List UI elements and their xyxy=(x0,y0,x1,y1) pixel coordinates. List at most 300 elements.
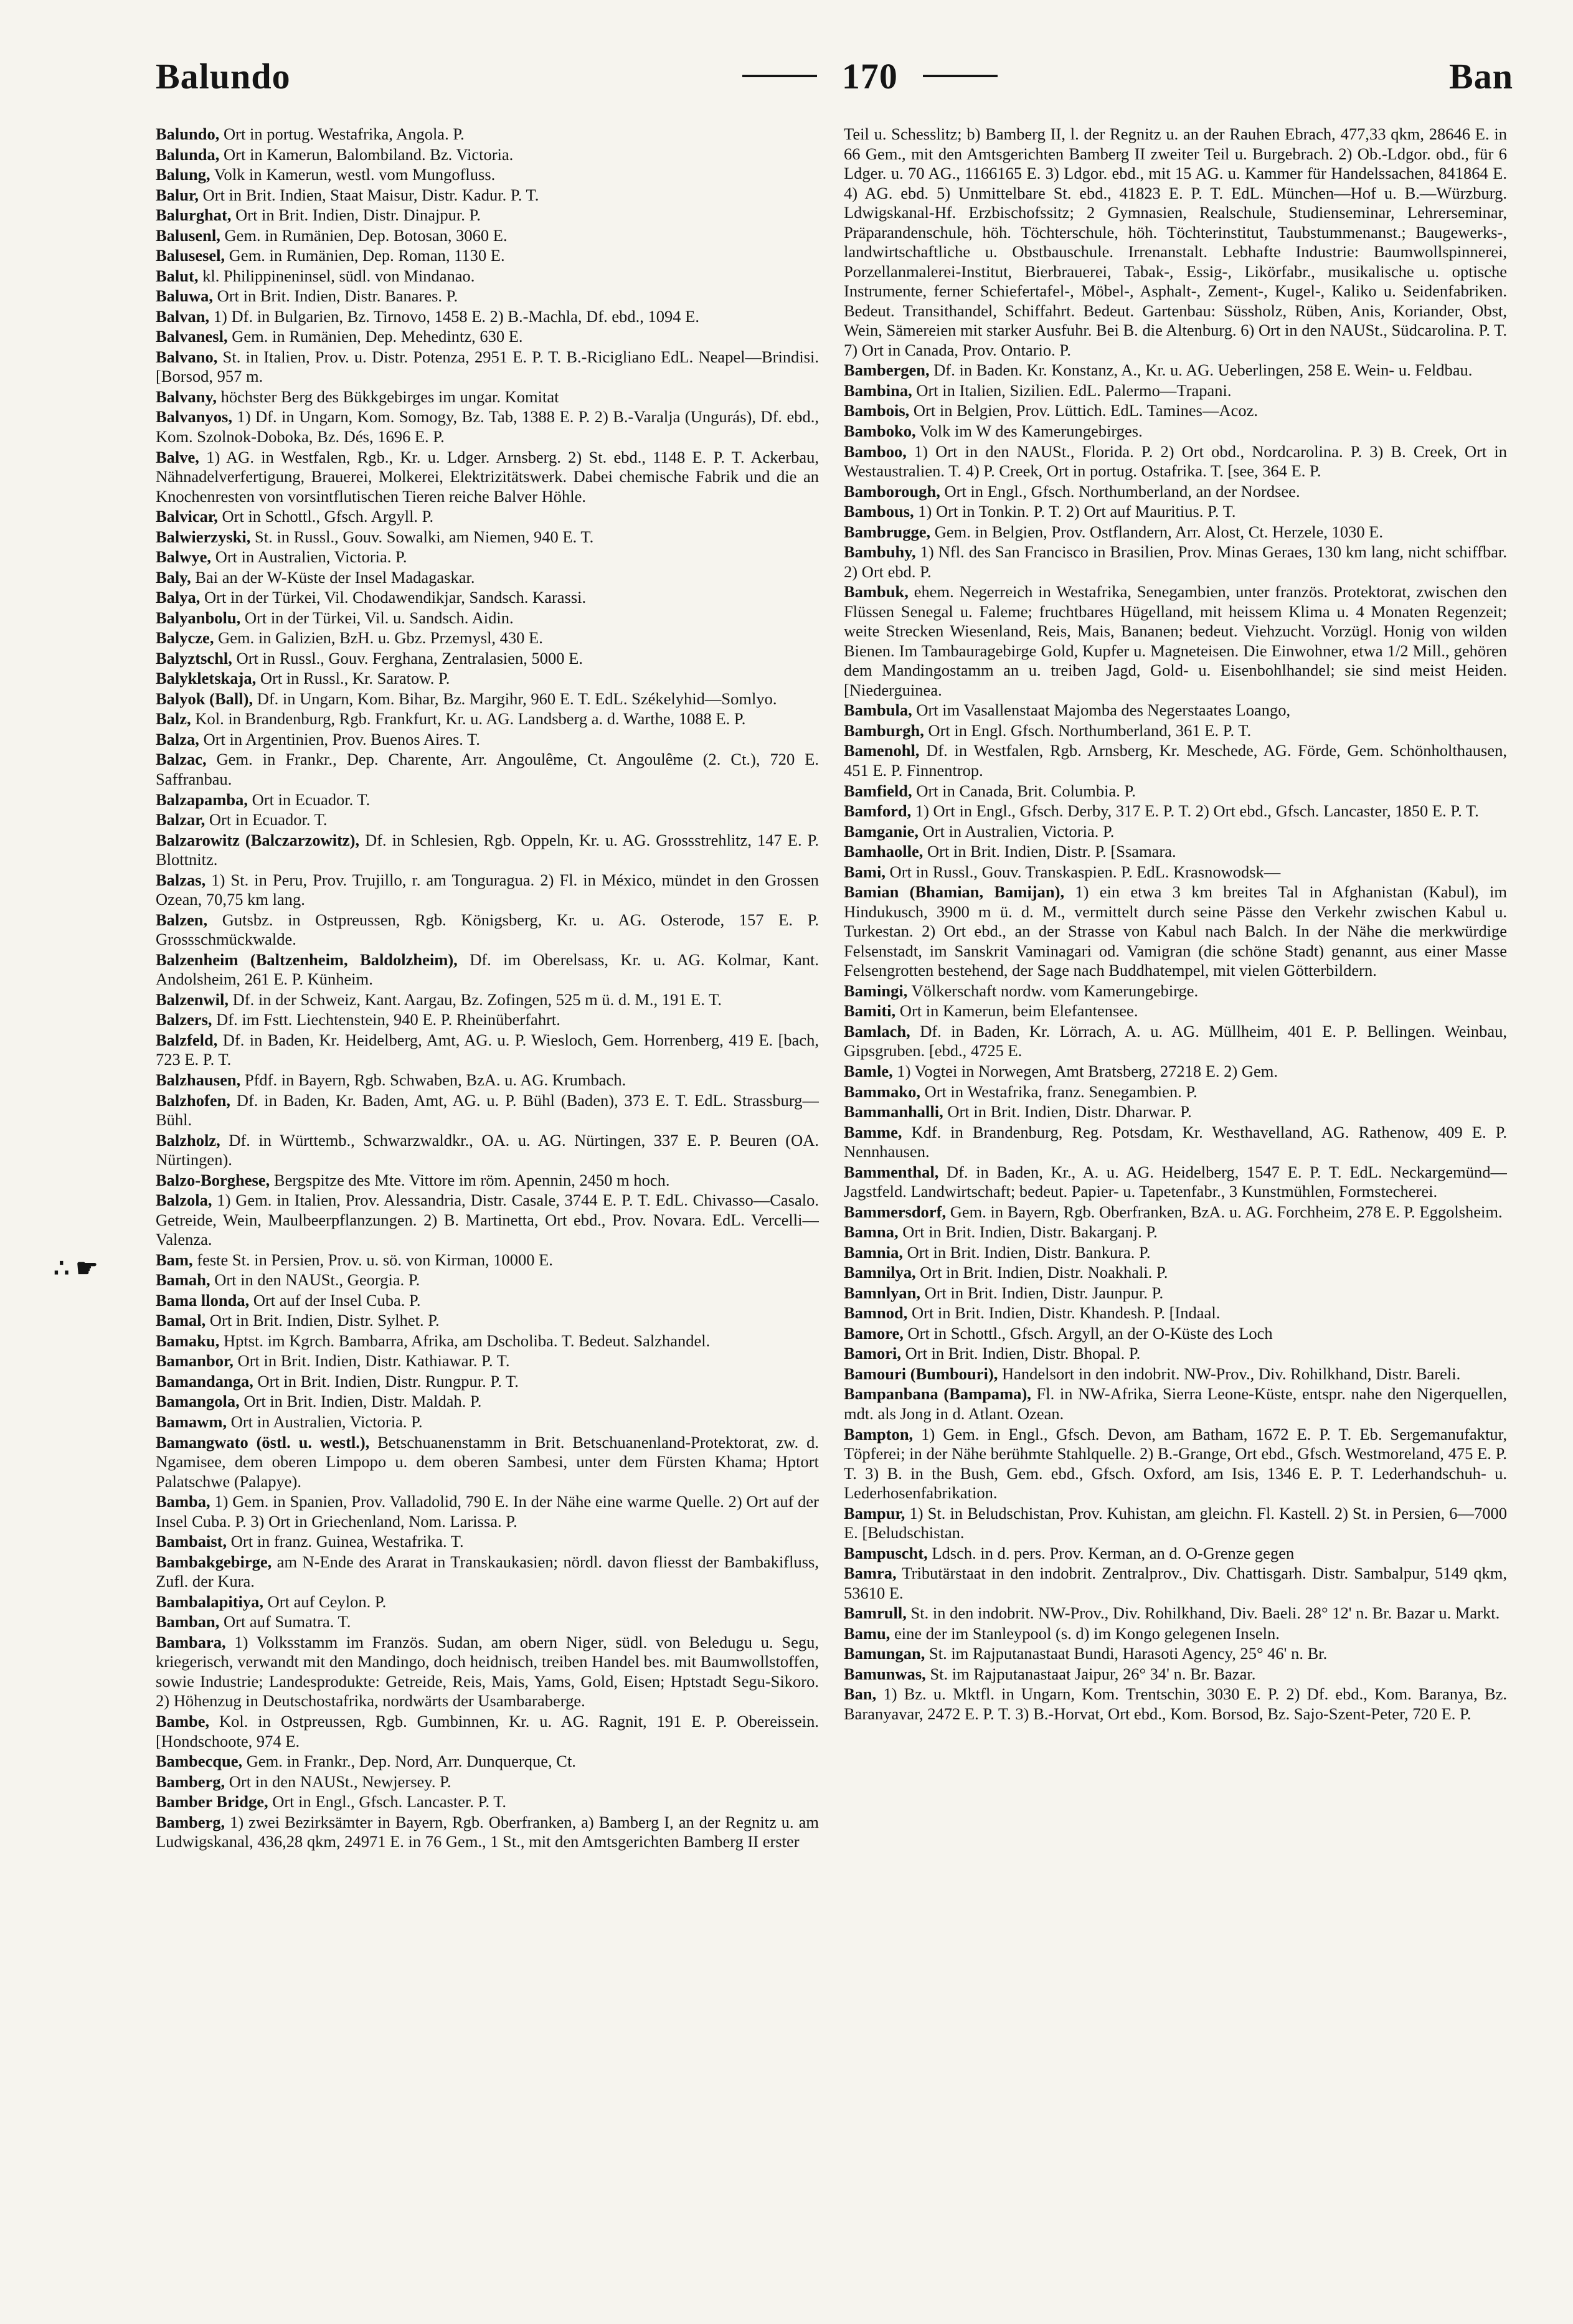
entry-text: Ort in Brit. Indien, Distr. Banares. P. xyxy=(217,286,458,306)
dictionary-entry xyxy=(844,1222,1507,1242)
dictionary-entry xyxy=(844,1364,1507,1384)
entry-headword: Balyok (Ball), xyxy=(156,689,253,708)
entry-headword: Bampton, xyxy=(844,1424,914,1443)
dictionary-entry xyxy=(156,327,819,347)
entry-text: Gem. in Rumänien, Dep. Mehedintz, 630 E. xyxy=(232,327,523,346)
entry-headword: Bamingi, xyxy=(844,981,908,1000)
entry-headword: Balut, xyxy=(156,266,199,285)
dictionary-entry xyxy=(156,1813,819,1852)
entry-headword: Bama llonda, xyxy=(156,1290,250,1310)
dictionary-entry xyxy=(844,822,1507,842)
entry-headword: Balvanesl, xyxy=(156,327,228,346)
entry-headword: Baly, xyxy=(156,567,191,587)
entry-text: 1) zwei Bezirksämter in Bayern, Rgb. Oberfranken, a) Bamberg I, an der Regnitz u. am Ludwigskanal, 436,28 qkm, 24971 E. in 76 Gem., 1 St., mit den Amtsgerichten Bamberg II erster xyxy=(156,1812,819,1851)
page-header xyxy=(156,51,1513,101)
entry-text: Df. in Westfalen, Rgb. Arnsberg, Kr. Meschede, AG. Förde, Gem. Schönholthausen, 451 E. P. Finnentrop. xyxy=(844,741,1507,780)
entry-headword: Bamlach, xyxy=(844,1021,910,1041)
entry-headword: Balvano, xyxy=(156,347,218,366)
dictionary-entry xyxy=(156,407,819,446)
dictionary-entry xyxy=(156,689,819,709)
dictionary-entry xyxy=(844,981,1507,1001)
right-column xyxy=(844,125,1507,2292)
entry-headword: Bamandanga, xyxy=(156,1371,253,1391)
entry-headword: Balykletskaja, xyxy=(156,669,257,688)
dictionary-entry xyxy=(844,1082,1507,1102)
entry-text: Fl. in NW-Afrika, Sierra Leone-Küste, entspr. nahe den Nigerquellen, mdt. als Jong in d. Atlant. Ozean. xyxy=(844,1384,1507,1423)
entry-text: feste St. in Persien, Prov. u. sö. von Kirman, 10000 E. xyxy=(197,1250,553,1269)
entry-headword: Bamburgh, xyxy=(844,720,924,740)
entry-headword: Balya, xyxy=(156,588,201,607)
dictionary-entry xyxy=(156,1372,819,1392)
dictionary-entry xyxy=(156,1331,819,1351)
entry-headword: Bamah, xyxy=(156,1270,210,1290)
entry-headword: Bambecque, xyxy=(156,1752,243,1771)
entry-headword: Bambois, xyxy=(844,401,910,420)
dictionary-entry xyxy=(844,422,1507,442)
entry-text: Ort in Kamerun, beim Elefantensee. xyxy=(899,1001,1138,1021)
entry-text: 1) Vogtei in Norwegen, Amt Bratsberg, 27218 E. 2) Gem. xyxy=(897,1061,1278,1080)
entry-text: Ort in Brit. Indien, Distr. Maldah. P. xyxy=(243,1392,482,1411)
dictionary-entry xyxy=(156,1191,819,1250)
entry-text: Df. in Baden, Kr., A. u. AG. Heidelberg, 1547 E. P. T. EdL. Neckargemünd—Jagstfeld. Landwirtschaft; bedeut. Papier- u. Tapetenfabr., 3 Kunstmühlen, Formstecherei. xyxy=(844,1162,1507,1201)
entry-text: Gem. in Galizien, BzH. u. Gbz. Przemysl, 430 E. xyxy=(218,628,543,648)
entry-text: Betschuanenstamm in Brit. Betschuanenland-Protektorat, zw. d. Ngamisee, dem oberen Limpopo u. dem oberen Sambesi, unter dem Fürsten Khama; Hptort Palatschwe (Palapye). xyxy=(156,1432,819,1491)
entry-headword: Bamberg, xyxy=(156,1772,225,1791)
entry-text: Teil u. Schesslitz; b) Bamberg II, l. der Regnitz u. an der Rauhen Ebrach, 477,33 qkm, 28646 E. in 66 Gem., mit den Amtsgerichten Bamberg II zweiter Teil u. Burgebrach. 2) Ob.-Ldgor. obd., für 6 Ldger. u. 70 AG., 1166165 E. 3) Ldgor. ebd., mit 15 AG. u. Kammer für Handelssachen, 841864 E. 4) AG. ebd. 5) Unmittelbare St. ebd., 41823 E. P. T. EdL. München—Hof u. B.—Würzburg. Ldwigskanal-Hf. Erzbischofssitz; 2 Gymnasien, Realschule, Studienseminar, Lehrerseminar, Präparandenschule, höh. Töchterschule, höh. Töchterinstitut, Taubstummenanst.; Baugewerks-, landwirtschaftliche u. Obstbauschule. Irrenanstalt. Lebhafte Industrie: Baumwollspinnerei, Porzellanmalerei-Institut, Bierbrauerei, Tabak-, Essig-, Likörfabr., musikalische u. optische Instrumente, ferner Schiefertafel-, Möbel-, Asphalt-, Zement-, Kugel-, Kaliko u. Seidenfabriken. Bedeut. Transithandel, Schiffahrt. Bedeut. Gartenbau: Süssholz, Rüben, Anis, Koriander, Obst, Wein, Sämereien mit starker Ausfuhr. Bei B. die Altenburg. 6) Ort in den NAUSt., Südcarolina. P. T. 7) Ort in Canada, Prov. Ontario. P. xyxy=(844,125,1507,359)
dictionary-entry xyxy=(844,862,1507,882)
margin-mark: ∴ ☛ xyxy=(54,1254,98,1282)
dictionary-entry xyxy=(156,205,819,225)
entry-headword: Bampuscht, xyxy=(844,1543,928,1562)
dictionary-entry xyxy=(844,1102,1507,1122)
entry-text: Volk in Kamerun, westl. vom Mungofluss. xyxy=(214,165,496,184)
entry-headword: Balzarowitz (Balczarzowitz), xyxy=(156,830,360,849)
entry-text: Ort in der Türkei, Vil. Chodawendikjar, Sandsch. Karassi. xyxy=(204,588,587,607)
entry-headword: Balvicar, xyxy=(156,507,218,526)
entry-headword: Bamangola, xyxy=(156,1392,240,1411)
entry-headword: Balza, xyxy=(156,729,199,749)
entry-text: Ort in Ecuador. T. xyxy=(252,790,371,809)
entry-headword: Bambuk, xyxy=(844,582,909,602)
entry-text: Ldsch. in d. pers. Prov. Kerman, an d. O-Grenze gegen xyxy=(932,1543,1295,1562)
entry-text: Df. im Fstt. Liechtenstein, 940 E. P. Rheinüberfahrt. xyxy=(216,1010,560,1029)
entry-headword: Bamhaolle, xyxy=(844,842,923,861)
entry-headword: Bamfield, xyxy=(844,781,912,800)
entry-headword: Bamungan, xyxy=(844,1644,925,1663)
dictionary-entry xyxy=(844,1384,1507,1424)
dictionary-entry xyxy=(156,1532,819,1552)
entry-text: Ort in Australien, Victoria. P. xyxy=(922,821,1115,841)
dictionary-entry xyxy=(156,1091,819,1130)
dictionary-entry xyxy=(156,125,819,144)
entry-headword: Bamaku, xyxy=(156,1331,220,1350)
entry-text: Ort in Brit. Indien, Distr. Kathiawar. P. T. xyxy=(237,1351,510,1371)
entry-text: Ort in Italien, Sizilien. EdL. Palermo—Trapani. xyxy=(916,380,1232,400)
entry-text: Ort auf der Insel Cuba. P. xyxy=(253,1290,421,1310)
dictionary-entry xyxy=(156,1792,819,1812)
dictionary-entry xyxy=(156,628,819,648)
entry-text: 1) St. in Beludschistan, Prov. Kuhistan, am gleichn. Fl. Kastell. 2) St. in Persien, 6—7000 E. [Beludschistan. xyxy=(844,1503,1507,1542)
entry-text: Df. in Baden, Kr. Heidelberg, Amt, AG. u. P. Wiesloch, Gem. Horrenberg, 419 E. [bach, 723 E. P. T. xyxy=(156,1030,819,1069)
entry-headword: Bamle, xyxy=(844,1061,893,1080)
entry-headword: Balung, xyxy=(156,165,210,184)
entry-text: Pfdf. in Bayern, Rgb. Schwaben, BzA. u. AG. Krumbach. xyxy=(244,1070,626,1089)
entry-headword: Balvanyos, xyxy=(156,407,232,427)
entry-text: Df. in Ungarn, Kom. Bihar, Bz. Margihr, 960 E. T. EdL. Székelyhid—Somlyo. xyxy=(257,689,777,708)
entry-headword: Bamangwato (östl. u. westl.), xyxy=(156,1432,370,1452)
dictionary-entry xyxy=(156,790,819,810)
entry-text: Ort in Brit. Indien, Distr. P. [Ssamara. xyxy=(927,842,1176,861)
dictionary-entry xyxy=(844,782,1507,801)
entry-headword: Balzac, xyxy=(156,750,207,769)
entry-headword: Bamal, xyxy=(156,1311,206,1330)
dictionary-entry xyxy=(156,527,819,547)
entry-headword: Balzhofen, xyxy=(156,1090,230,1110)
dictionary-entry xyxy=(844,1665,1507,1684)
entry-headword: Bamboo, xyxy=(844,442,907,461)
dictionary-entry xyxy=(844,542,1507,582)
dictionary-entry xyxy=(156,307,819,327)
entry-text: Ort in Brit. Indien, Distr. Khandesh. P. [Indaal. xyxy=(911,1303,1221,1323)
entry-headword: Balyanbolu, xyxy=(156,608,241,627)
dictionary-entry xyxy=(156,990,819,1010)
entry-text: 1) AG. in Westfalen, Rgb., Kr. u. Ldger. Arnsberg. 2) St. ebd., 1148 E. P. T. Ackerbau, Nähnadelverfertigung, Brauerei, Molkerei, Elektrizitätswerk. Dabei chemische Fabrik und die an Knochenresten von vorsintflutischen Tieren reiche Balver Höhle. xyxy=(156,447,819,506)
dictionary-entry xyxy=(844,1624,1507,1644)
entry-text: Ort in franz. Guinea, Westafrika. T. xyxy=(230,1532,464,1551)
entry-text: Ort in Canada, Brit. Columbia. P. xyxy=(916,781,1136,800)
entry-text: Ort in Russl., Kr. Saratow. P. xyxy=(260,669,450,688)
dictionary-entry xyxy=(156,1031,819,1070)
entry-text: 1) Ort in Engl., Gfsch. Derby, 317 E. P. T. 2) Ort ebd., Gfsch. Lancaster, 1850 E. P. T. xyxy=(915,801,1479,821)
entry-headword: Balzas, xyxy=(156,870,206,889)
entry-text: Ort in Engl., Gfsch. Lancaster. P. T. xyxy=(272,1792,507,1811)
dictionary-entry xyxy=(156,910,819,950)
dictionary-entry xyxy=(156,588,819,608)
entry-headword: Bami, xyxy=(844,862,886,881)
entry-text: Ort in Brit. Indien, Distr. Bakarganj. P. xyxy=(902,1222,1158,1242)
entry-text: St. in den indobrit. NW-Prov., Div. Rohilkhand, Div. Baeli. 28° 12' n. Br. Bazar u. Markt. xyxy=(910,1604,1500,1623)
dictionary-entry xyxy=(156,1250,819,1270)
dictionary-entry xyxy=(844,1001,1507,1021)
entry-text: Gem. in Rumänien, Dep. Roman, 1130 E. xyxy=(229,246,505,265)
dictionary-entry xyxy=(844,1062,1507,1082)
entry-text: Ort in Australien, Victoria. P. xyxy=(215,547,407,567)
entry-headword: Bambalapitiya, xyxy=(156,1592,264,1611)
dictionary-entry xyxy=(156,608,819,628)
entry-headword: Bamenohl, xyxy=(844,741,920,760)
dictionary-entry xyxy=(156,1131,819,1170)
entry-text: Df. in der Schweiz, Kant. Aargau, Bz. Zofingen, 525 m ü. d. M., 191 E. T. xyxy=(232,990,722,1009)
entry-text: 1) Gem. in Italien, Prov. Alessandria, Distr. Casale, 3744 E. P. T. EdL. Chivasso—Casalo. Getreide, Wein, Maulbeerpflanzungen. 2) B. Martinetta, Ort ebd., Prov. Novara. EdL. Vercelli—Valenza. xyxy=(156,1191,819,1249)
entry-headword: Bambula, xyxy=(844,701,912,720)
entry-text: 1) Nfl. des San Francisco in Brasilien, Prov. Minas Geraes, 130 km lang, nicht schiffbar. 2) Ort ebd. P. xyxy=(844,542,1507,581)
dictionary-entry xyxy=(156,669,819,689)
entry-text: Ort in Engl., Gfsch. Northumberland, an der Nordsee. xyxy=(944,481,1300,501)
entry-headword: Bamawm, xyxy=(156,1412,227,1431)
entry-text: Ort in Brit. Indien, Distr. Jaunpur. P. xyxy=(924,1283,1164,1302)
entry-headword: Bambe, xyxy=(156,1711,210,1731)
dictionary-entry xyxy=(156,1712,819,1751)
dictionary-entry xyxy=(156,950,819,990)
entry-text: 1) Gem. in Engl., Gfsch. Devon, am Batham, 1672 E. P. T. Eb. Sergemanufaktur, Töpferei; in der Nähe berühmte Stahlquelle. 2) B.-Grange, Ort ebd., Gfsch. Westmoreland, 475 E. P. T. 3) B. in the Bush, Gem. ebd., Gfsch. Oxford, am Isis, 1346 E. P. T. Lederhandschuh- u. Lederhosenfabrikation. xyxy=(844,1424,1507,1503)
entry-text: 1) Volksstamm im Französ. Sudan, am obern Niger, südl. von Beledugu u. Segu, kriegerisch, verwandt mit den Mandingo, doch heidnisch, treiben Handel bes. mit Baumwollstoffen, sowie Industrie; Landesprodukte: Getreide, Reis, Mais, Yams, Gold, Eisen; Hptstadt Segu-Sikoro. 2) Höhenzug in Deutschostafrika, nordwärts der Usambaraberge. xyxy=(156,1632,819,1711)
dictionary-entry xyxy=(156,246,819,266)
entry-headword: Balusesel, xyxy=(156,246,225,265)
dictionary-entry xyxy=(844,522,1507,542)
entry-headword: Balzenheim (Baltzenheim, Baldolzheim), xyxy=(156,950,458,969)
entry-headword: Balundo, xyxy=(156,125,220,143)
entry-headword: Balur, xyxy=(156,185,199,204)
entry-text: Df. im Oberelsass, Kr. u. AG. Kolmar, Kant. Andolsheim, 261 E. P. Künheim. xyxy=(156,950,819,989)
dictionary-entry xyxy=(156,1752,819,1772)
entry-headword: Balurghat, xyxy=(156,205,232,225)
entry-text: Ort in Schottl., Gfsch. Argyll, an der O-Küste des Loch xyxy=(907,1323,1273,1343)
entry-text: kl. Philippineninsel, südl. von Mindanao. xyxy=(202,266,475,285)
dictionary-entry xyxy=(844,1604,1507,1623)
entry-headword: Bamberg, xyxy=(156,1812,225,1831)
entry-headword: Balve, xyxy=(156,447,199,466)
entry-headword: Bamnod, xyxy=(844,1303,908,1323)
entry-text: Ort in portug. Westafrika, Angola. P. xyxy=(224,125,465,143)
dictionary-entry xyxy=(844,721,1507,741)
dictionary-entry xyxy=(156,1291,819,1311)
entry-headword: Bamouri (Bumbouri), xyxy=(844,1364,998,1383)
left-column xyxy=(156,125,819,2292)
dictionary-entry xyxy=(156,1433,819,1492)
entry-text: 1) Ort in den NAUSt., Florida. P. 2) Ort obd., Nordcarolina. P. 3) B. Creek, Ort in Westaustralien. T. 4) P. Creek, Ort in portug. Ostafrika. T. [see, 364 E. P. xyxy=(844,442,1507,481)
dictionary-entry xyxy=(844,125,1507,360)
entry-text: Ort in Brit. Indien, Distr. Dinajpur. P. xyxy=(235,205,481,225)
dictionary-entry xyxy=(156,568,819,588)
entry-text: eine der im Stanleypool (s. d) im Kongo gelegenen Inseln. xyxy=(894,1623,1280,1643)
entry-headword: Balzholz, xyxy=(156,1130,220,1150)
entry-headword: Bambara, xyxy=(156,1632,226,1651)
entry-text: Kdf. in Brandenburg, Reg. Potsdam, Kr. Westhavelland, AG. Rathenow, 409 E. P. Nennhausen. xyxy=(844,1122,1507,1161)
dictionary-entry xyxy=(844,401,1507,421)
entry-headword: Bambrugge, xyxy=(844,522,931,541)
dictionary-entry xyxy=(156,1633,819,1711)
entry-text: St. im Rajputanastaat Bundi, Harasoti Agency, 25° 46' n. Br. xyxy=(928,1644,1328,1663)
dictionary-entry xyxy=(156,1070,819,1090)
entry-text: Ort in Brit. Indien, Distr. Noakhali. P. xyxy=(920,1263,1168,1282)
entry-text: Df. in Baden, Kr. Baden, Amt, AG. u. P. Bühl (Baden), 373 E. T. EdL. Strassburg—Bühl. xyxy=(156,1090,819,1130)
entry-text: St. im Rajputanastaat Jaipur, 26° 34' n. Br. Bazar. xyxy=(930,1664,1256,1683)
dictionary-entry xyxy=(156,1392,819,1412)
dictionary-entry xyxy=(844,482,1507,502)
entry-text: Bergspitze des Mte. Vittore im röm. Apennin, 2450 m hoch. xyxy=(273,1170,670,1189)
entry-text: St. in Russl., Gouv. Sowalki, am Niemen, 940 E. T. xyxy=(255,527,594,546)
entry-text: Gem. in Rumänien, Dep. Botosan, 3060 E. xyxy=(224,225,508,245)
dictionary-entry xyxy=(844,1324,1507,1344)
dictionary-entry xyxy=(844,1644,1507,1664)
dictionary-entry xyxy=(156,1412,819,1432)
entry-text: Bai an der W-Küste der Insel Madagaskar. xyxy=(195,567,475,587)
entry-text: Gem. in Frankr., Dep. Nord, Arr. Dunquerque, Ct. xyxy=(246,1752,576,1771)
dictionary-entry xyxy=(844,1425,1507,1503)
entry-headword: Bamu, xyxy=(844,1623,890,1643)
entry-headword: Bamnia, xyxy=(844,1242,903,1262)
dictionary-entry xyxy=(156,649,819,669)
entry-text: Ort in Schottl., Gfsch. Argyll. P. xyxy=(222,507,434,526)
dictionary-entry xyxy=(844,1243,1507,1263)
entry-text: Gutsbz. in Ostpreussen, Rgb. Königsberg, Kr. u. AG. Osterode, 157 E. P. Grossschmückwalde. xyxy=(156,910,819,949)
header-left-word: Balundo xyxy=(156,55,291,97)
entry-text: Ort in der Türkei, Vil. u. Sandsch. Aidin. xyxy=(244,608,514,627)
entry-headword: Bamiti, xyxy=(844,1001,896,1021)
entry-headword: Bamunwas, xyxy=(844,1664,926,1683)
entry-headword: Bamme, xyxy=(844,1122,902,1141)
entry-text: Gem. in Frankr., Dep. Charente, Arr. Angoulême, Ct. Angoulême (2. Ct.), 720 E. Saffranbau. xyxy=(156,750,819,788)
dictionary-entry xyxy=(156,1270,819,1290)
dictionary-entry xyxy=(156,347,819,387)
dictionary-entry xyxy=(844,1344,1507,1364)
header-rule-left xyxy=(742,75,817,77)
entry-headword: Bamra, xyxy=(844,1564,897,1583)
entry-headword: Balzola, xyxy=(156,1191,212,1210)
entry-text: Ort in Brit. Indien, Distr. Sylhet. P. xyxy=(209,1311,440,1330)
entry-headword: Bamganie, xyxy=(844,821,919,841)
entry-headword: Bamrull, xyxy=(844,1604,907,1623)
entry-text: Hptst. im Kgrch. Bambarra, Afrika, am Dscholiba. T. Bedeut. Salzhandel. xyxy=(223,1331,711,1350)
entry-text: Völkerschaft nordw. vom Kamerungebirge. xyxy=(911,981,1199,1000)
entry-headword: Baluwa, xyxy=(156,286,214,306)
dictionary-entry xyxy=(156,145,819,165)
dictionary-entry xyxy=(156,165,819,185)
entry-headword: Bampur, xyxy=(844,1503,905,1523)
entry-text: Ort in Brit. Indien, Distr. Dharwar. P. xyxy=(947,1102,1192,1122)
entry-text: Gem. in Bayern, Rgb. Oberfranken, BzA. u. AG. Forchheim, 278 E. P. Eggolsheim. xyxy=(950,1202,1503,1221)
dictionary-entry xyxy=(844,582,1507,700)
entry-headword: Bamori, xyxy=(844,1344,901,1363)
entry-text: am N-Ende des Ararat in Transkaukasien; nördl. davon fliesst der Bambakifluss, Zufl. der Kura. xyxy=(156,1552,819,1591)
dictionary-entry xyxy=(156,448,819,507)
entry-headword: Balzers, xyxy=(156,1010,212,1029)
dictionary-entry xyxy=(156,226,819,246)
dictionary-entry xyxy=(844,381,1507,401)
dictionary-entry xyxy=(156,186,819,205)
entry-text: Ort in Brit. Indien, Staat Maisur, Distr. Kadur. P. T. xyxy=(202,185,539,204)
entry-headword: Bambous, xyxy=(844,502,914,521)
dictionary-entry xyxy=(156,750,819,789)
dictionary-entry xyxy=(156,1351,819,1371)
dictionary-entry xyxy=(844,1564,1507,1603)
dictionary-entry xyxy=(844,701,1507,720)
entry-text: Kol. in Ostpreussen, Rgb. Gumbinnen, Kr. u. AG. Ragnit, 191 E. P. Obereissein. [Hondschoote, 974 E. xyxy=(156,1711,819,1750)
dictionary-entry xyxy=(844,1684,1507,1724)
entry-text: Ort in Belgien, Prov. Lüttich. EdL. Tamines—Acoz. xyxy=(913,401,1258,420)
dictionary-entry xyxy=(844,442,1507,481)
entry-text: Ort im Vasallenstaat Majomba des Negerstaates Loango, xyxy=(916,701,1291,720)
dictionary-entry xyxy=(156,1171,819,1191)
dictionary-entry xyxy=(844,1202,1507,1222)
dictionary-entry xyxy=(844,1123,1507,1162)
entry-headword: Bammako, xyxy=(844,1082,920,1101)
dictionary-entry xyxy=(156,286,819,306)
entry-text: Ort in den NAUSt., Newjersey. P. xyxy=(229,1772,451,1791)
entry-headword: Balunda, xyxy=(156,144,220,164)
entry-headword: Balusenl, xyxy=(156,225,220,245)
entry-text: Df. in Württemb., Schwarzwaldkr., OA. u. AG. Nürtingen, 337 E. P. Beuren (OA. Nürtingen). xyxy=(156,1130,819,1169)
entry-headword: Balycze, xyxy=(156,628,214,648)
entry-text: Ort auf Ceylon. P. xyxy=(267,1592,387,1611)
entry-headword: Bammenthal, xyxy=(844,1162,939,1181)
entry-text: Ort in Argentinien, Prov. Buenos Aires. T. xyxy=(203,729,480,749)
entry-headword: Balzhausen, xyxy=(156,1070,241,1089)
entry-headword: Bamford, xyxy=(844,801,912,821)
dictionary-entry xyxy=(156,730,819,750)
entry-headword: Bamba, xyxy=(156,1492,210,1511)
entry-headword: Bamnlyan, xyxy=(844,1283,920,1302)
page-number-group xyxy=(742,55,998,97)
entry-text: Ort in den NAUSt., Georgia. P. xyxy=(214,1270,420,1290)
entry-text: Df. in Baden, Kr. Lörrach, A. u. AG. Müllheim, 401 E. P. Bellingen. Weinbau, Gipsgruben. [ebd., 4725 E. xyxy=(844,1021,1507,1060)
dictionary-entry xyxy=(156,547,819,567)
entry-headword: Balzar, xyxy=(156,810,205,829)
dictionary-entry xyxy=(156,507,819,527)
entry-text: Ort in Russl., Gouv. Ferghana, Zentralasien, 5000 E. xyxy=(236,648,583,668)
entry-headword: Balvany, xyxy=(156,387,217,406)
dictionary-entry xyxy=(844,1163,1507,1202)
dictionary-entry xyxy=(844,1544,1507,1564)
dictionary-entry xyxy=(156,831,819,870)
entry-headword: Bamboko, xyxy=(844,421,916,440)
dictionary-entry xyxy=(844,1504,1507,1543)
entry-headword: Balzfeld, xyxy=(156,1030,218,1049)
entry-headword: Balwye, xyxy=(156,547,212,567)
entry-text: 1) Df. in Bulgarien, Bz. Tirnovo, 1458 E. 2) B.-Machla, Df. ebd., 1094 E. xyxy=(213,306,699,326)
entry-text: Ort in Russl., Gouv. Transkaspien. P. EdL. Krasnowodsk— xyxy=(889,862,1281,881)
entry-headword: Bambina, xyxy=(844,380,912,400)
dictionary-entry xyxy=(156,267,819,286)
entry-headword: Balzo-Borghese, xyxy=(156,1170,270,1189)
entry-text: Ort in Westafrika, franz. Senegambien. P. xyxy=(924,1082,1197,1101)
dictionary-entry xyxy=(156,387,819,407)
entry-headword: Balvan, xyxy=(156,306,210,326)
entry-headword: Bamanbor, xyxy=(156,1351,234,1371)
dictionary-entry xyxy=(844,842,1507,862)
entry-headword: Balzenwil, xyxy=(156,990,229,1009)
entry-headword: Bampanbana (Bampama), xyxy=(844,1384,1031,1404)
header-right-word: Ban xyxy=(1449,55,1513,97)
entry-headword: Bamna, xyxy=(844,1222,899,1242)
entry-headword: Balz, xyxy=(156,709,191,729)
entry-headword: Bam, xyxy=(156,1250,193,1269)
entry-text: 1) Bz. u. Mktfl. in Ungarn, Kom. Trentschin, 3030 E. P. 2) Df. ebd., Kom. Baranya, Bz. Baranyavar, 2472 E. P. T. 3) B.-Horvat, Ort ebd., Kom. Borsod, Bz. Sajo-Szent-Peter, 720 E. P. xyxy=(844,1684,1507,1723)
entry-text: höchster Berg des Bükkgebirges im ungar. Komitat xyxy=(220,387,559,406)
entry-headword: Balzapamba, xyxy=(156,790,248,809)
entry-headword: Bammersdorf, xyxy=(844,1202,947,1221)
dictionary-entry xyxy=(844,741,1507,780)
dictionary-entry xyxy=(156,1311,819,1331)
dictionary-entry xyxy=(156,810,819,830)
dictionary-entry xyxy=(844,882,1507,981)
entry-headword: Bambaist, xyxy=(156,1532,227,1551)
dictionary-entry xyxy=(156,1612,819,1632)
entry-headword: Bambergen, xyxy=(844,361,930,380)
entry-text: Df. in Schlesien, Rgb. Oppeln, Kr. u. AG. Grossstrehlitz, 147 E. P. Blottnitz. xyxy=(156,830,819,869)
dictionary-entry xyxy=(844,502,1507,522)
entry-text: Gem. in Belgien, Prov. Ostflandern, Arr. Alost, Ct. Herzele, 1030 E. xyxy=(934,522,1384,541)
entry-text: Df. in Baden. Kr. Konstanz, A., Kr. u. AG. Ueberlingen, 258 E. Wein- u. Feldbau. xyxy=(933,361,1473,380)
entry-text: Kol. in Brandenburg, Rgb. Frankfurt, Kr. u. AG. Landsberg a. d. Warthe, 1088 E. P. xyxy=(195,709,746,729)
dictionary-entry xyxy=(844,801,1507,821)
entry-text: Tributärstaat in den indobrit. Zentralprov., Div. Chattisgarh. Distr. Sambalpur, 5149 qkm, 53610 E. xyxy=(844,1564,1507,1602)
entry-headword: Bamore, xyxy=(844,1323,904,1343)
dictionary-entry xyxy=(844,1283,1507,1303)
dictionary-entry xyxy=(156,1592,819,1612)
entry-text: Ort in Ecuador. T. xyxy=(209,810,328,829)
dictionary-entry xyxy=(156,1772,819,1792)
